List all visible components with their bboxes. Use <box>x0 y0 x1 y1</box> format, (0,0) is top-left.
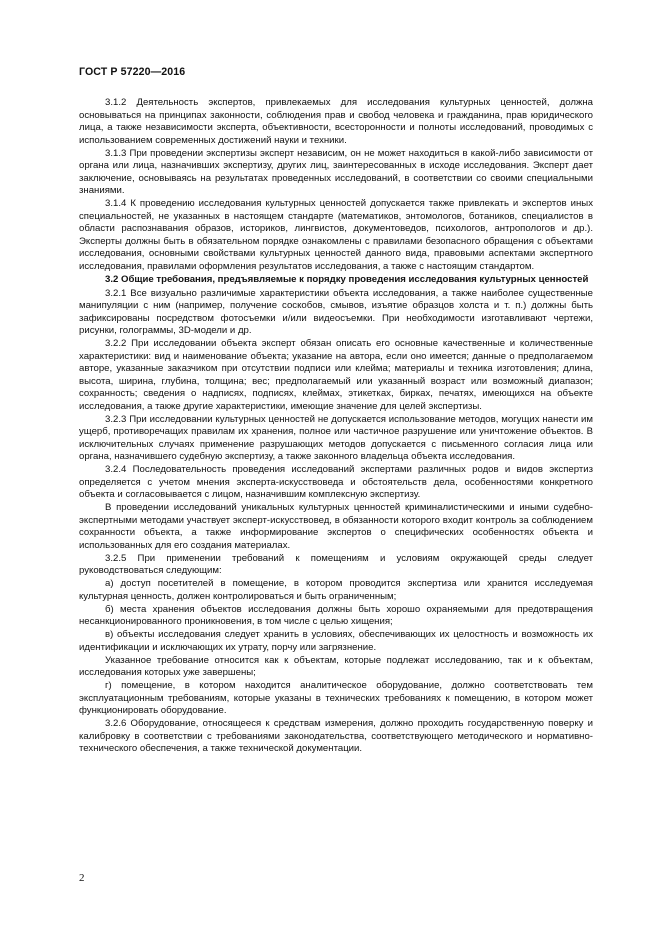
list-item-g: г) помещение, в котором находится аналитическое оборудование, должно соответствовать тем эксплуатационным требованиям, которые указаны в технических требованиях к помещению, в котором может функционировать оборудование. <box>79 680 593 716</box>
paragraph-3-1-3: 3.1.3 При проведении экспертизы эксперт независим, он не может находиться в какой-либо зависимости от органа или лица, назначивших экспертизу, других лиц, заинтересованных в исходе исследования. Эксперт дает заключение, основываясь на результатах проведенных исследований, в соответствии со своими специальными знаниями. <box>79 147 593 196</box>
list-item-a: а) доступ посетителей в помещение, в котором проводится экспертиза или хранится исследуемая культурная ценность, должен контролироваться и быть ограниченным; <box>79 578 593 602</box>
paragraph-3-1-2: 3.1.2 Деятельность экспертов, привлекаемых для исследования культурных ценностей, должна основываться на принципах законности, соблюдения прав и свобод человека и гражданина, прав юридического лица, а также независимости эксперта, объективности, всесторонности и полноты исследований, проводимых с использованием современных достижений науки и техники. <box>79 97 593 146</box>
paragraph-3-2-5: 3.2.5 При применении требований к помещениям и условиям окружающей среды следует руководствоваться следующим: <box>79 552 593 576</box>
paragraph-3-1-4: 3.1.4 К проведению исследования культурных ценностей допускается также привлекать и экспертов иных специальностей, не указанных в настоящем стандарте (математиков, энтомологов, ботаников, специалистов в области распознавания образов, историков, лингвистов, документоведов, психологов, антропологов и др.). Эксперты должны быть в обязательном порядке ознакомлены с правилами безопасного обращения с объектами исследования, основными свойствами культурных ценностей данного вида, правовыми аспектами экспертного исследования, правилами оформления результатов исследования, а также с настоящим стандартом. <box>79 198 593 272</box>
paragraph-3-2-4: 3.2.4 Последовательность проведения исследований экспертами различных родов и видов экспертиз определяется с учетом мнения эксперта-искусствоведа и обстоятельств дела, особенностями конкретного объекта и согласовывается с лицом, назначившим комплексную экспертизу. <box>79 464 593 500</box>
paragraph-3-2-1: 3.2.1 Все визуально различимые характеристики объекта исследования, а также наиболее существенные манипуляции с ним (например, получение соскобов, смывов, изъятие образцов холста и т. п.) должны быть зафиксированы посредством фотосъемки и/или видеосъемки. При необходимости изготавливают чертежи, рисунки, голограммы, 3D-модели и др. <box>79 287 593 336</box>
document-body <box>79 97 593 756</box>
list-item-note: Указанное требование относится как к объектам, которые подлежат исследованию, так и к объектам, исследования которых уже завершены; <box>79 654 593 678</box>
list-item-v: в) объекты исследования следует хранить в условиях, обеспечивающих их целостность и возможность их идентификации и исключающих их утрату, порчу или загрязнение. <box>79 629 593 653</box>
list-item-b: б) места хранения объектов исследования должны быть хорошо охраняемыми для предотвращения несанкционированного проникновения, в том числе с целью хищения; <box>79 603 593 627</box>
paragraph-3-2-2: 3.2.2 При исследовании объекта эксперт обязан описать его основные качественные и количественные характеристики: вид и наименование объекта; указание на автора, если оно имеется; данные о предполагаемом авторе, указанные заказчиком при отсутствии подписи или клейма; материалы и техника изготовления; длина, высота, ширина, глубина, толщина; вес; предполагаемый или указанный возраст или возможный диапазон; сохранность; сведения о надписях, подписях, клеймах, этикетках, бирках, печатях, имеющихся на объекте исследования, а также другие характеристики, имеющие значение для целей экспертизы. <box>79 338 593 412</box>
section-heading-3-2: 3.2 Общие требования, предъявляемые к порядку проведения исследования культурных ценностей <box>105 274 589 285</box>
paragraph-3-2-6: 3.2.6 Оборудование, относящееся к средствам измерения, должно проходить государственную поверку и калибровку в соответствии с требованиями законодательства, соответствующего методического и нормативно-технического обеспечения, а также технической документации. <box>79 718 593 754</box>
page-number: 2 <box>79 872 85 884</box>
paragraph-3-2-4-continued: В проведении исследований уникальных культурных ценностей криминалистическими и иными судебно-экспертными методами участвует эксперт-искусствовед, в обязанности которого входит контроль за соблюдением сохранности объекта, а также информирование экспертов о специфических особенностях объекта и использованных для его создания материалах. <box>79 502 593 551</box>
document-header: ГОСТ Р 57220—2016 <box>79 66 186 78</box>
paragraph-3-2-3: 3.2.3 При исследовании культурных ценностей не допускается использование методов, могущих нанести им ущерб, противоречащих правилам их хранения, полное или частичное разрушение или уничтожение объектов. В исключительных случаях применение разрушающих методов допускается с письменного согласия лица или органа, назначившего судебную экспертизу, а также законного владельца объекта исследования. <box>79 413 593 462</box>
